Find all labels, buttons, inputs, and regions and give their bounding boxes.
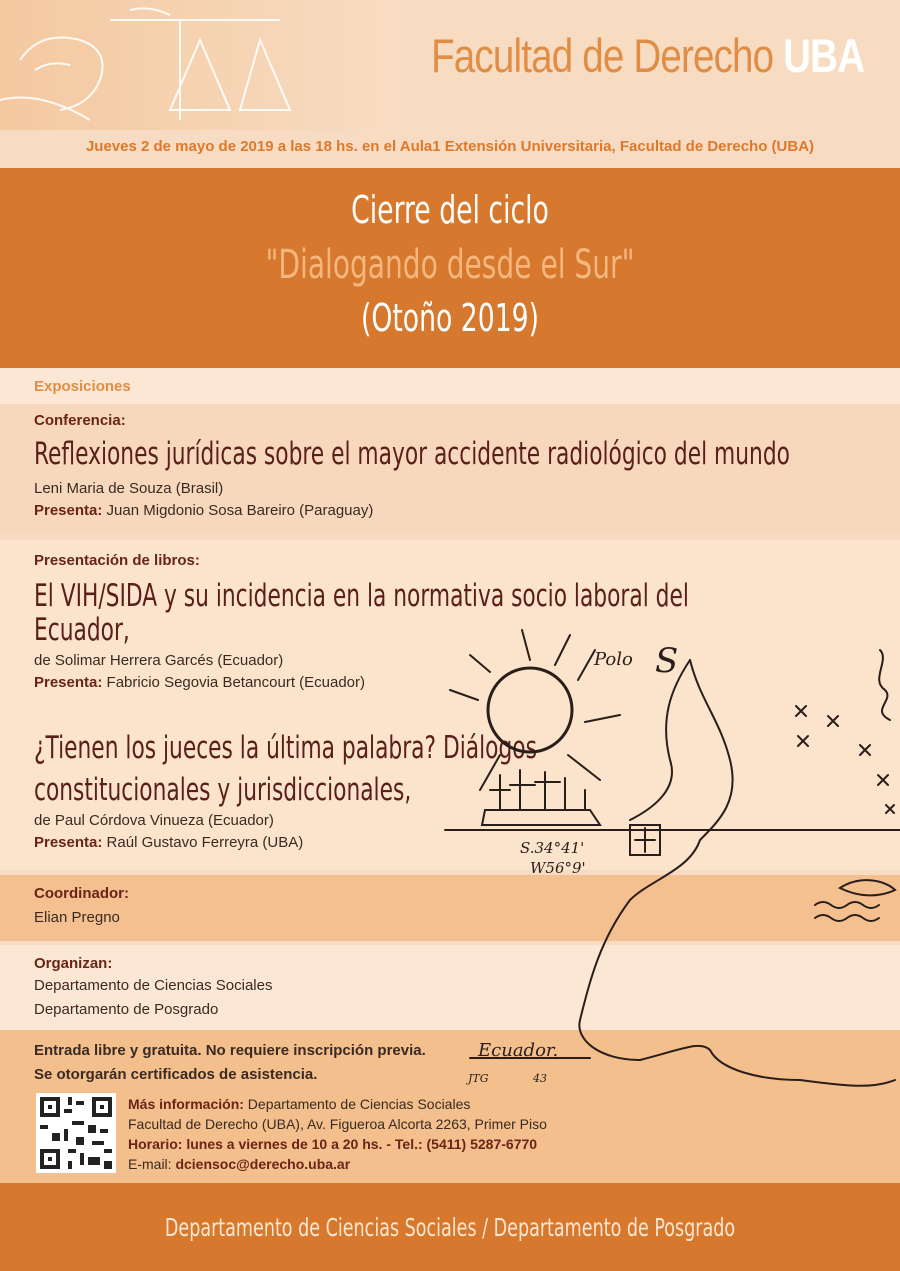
footer-band [0, 1183, 900, 1271]
conferencia-presenta: Juan Migdonio Sosa Bareiro (Paraguay) [106, 502, 374, 519]
presenta-label: Presenta: [34, 674, 103, 691]
book1-author: de Solimar Herrera Garcés (Ecuador) [34, 652, 284, 669]
presenta-label: Presenta: [34, 834, 103, 851]
exposiciones-label: Exposiciones [34, 378, 131, 395]
book1-title-line1: El VIH/SIDA y su incidencia en la normativa socio laboral del [34, 578, 689, 614]
header-area [0, 0, 900, 130]
mas-info-value: Departamento de Ciencias Sociales [247, 1096, 471, 1112]
organizan-item-1: Departamento de Ciencias Sociales [34, 977, 273, 994]
sketch-jtg: JTG [468, 1072, 489, 1085]
event-date-line: Jueves 2 de mayo de 2019 a las 18 hs. en el Aula1 Extensión Universitaria, Facultad de Derecho (UBA) [85, 138, 815, 155]
sketch-polo: Polo [594, 649, 633, 670]
sketch-ecuador: Ecuador. [478, 1040, 559, 1061]
organizan-section [0, 945, 900, 1030]
email-label: E-mail: [128, 1156, 172, 1172]
sketch-coord2: W56°9' [530, 859, 586, 877]
libros-section [0, 540, 900, 870]
address: Facultad de Derecho (UBA), Av. Figueroa Alcorta 2263, Primer Piso [128, 1116, 547, 1132]
book2-author: de Paul Córdova Vinueza (Ecuador) [34, 812, 274, 829]
justice-sketch-illustration [0, 0, 320, 130]
book1-title-line2: Ecuador, [34, 612, 130, 648]
book2-presenta: Raúl Gustavo Ferreyra (UBA) [106, 834, 304, 851]
conferencia-section [0, 404, 900, 534]
sketch-s: S [655, 641, 679, 681]
faculty-name: Facultad de Derecho [430, 29, 774, 82]
horario: Horario: lunes a viernes de 10 a 20 hs. - Tel.: (5411) 5287-6770 [128, 1136, 538, 1152]
entrada-line1: Entrada libre y gratuita. No requiere inscripción previa. [34, 1042, 426, 1059]
organizan-item-2: Departamento de Posgrado [34, 1001, 219, 1018]
faculty-title [431, 28, 864, 83]
exposiciones-row [0, 368, 900, 404]
title-band [0, 168, 900, 368]
sketch-coord1: S.34°41' [520, 839, 585, 857]
info-section [0, 1030, 900, 1183]
mas-info-label: Más información: [128, 1096, 244, 1112]
book2-title-line2: constitucionales y jurisdiccionales, [34, 772, 412, 808]
coordinador-label: Coordinador: [34, 885, 129, 902]
book2-title-line1: ¿Tienen los jueces la última palabra? Diálogos [34, 730, 537, 766]
uba-brand: UBA [782, 29, 864, 82]
coordinador-name: Elian Pregno [34, 909, 120, 926]
conferencia-label: Conferencia: [34, 412, 126, 429]
band-title-line3: (Otoño 2019) [360, 296, 540, 340]
footer-departments: Departamento de Ciencias Sociales / Departamento de Posgrado [164, 1213, 736, 1242]
entrada-line2: Se otorgarán certificados de asistencia. [34, 1066, 318, 1083]
sketch-num: 43 [533, 1072, 547, 1085]
libros-label: Presentación de libros: [34, 552, 200, 569]
conferencia-author: Leni Maria de Souza (Brasil) [34, 480, 224, 497]
conferencia-title: Reflexiones jurídicas sobre el mayor accidente radiológico del mundo [34, 436, 790, 472]
coordinador-section [0, 875, 900, 941]
qr-code-image [36, 1093, 116, 1173]
book1-presenta: Fabricio Segovia Betancourt (Ecuador) [106, 674, 366, 691]
band-title-line2: "Dialogando desde el Sur" [265, 242, 635, 288]
presenta-label: Presenta: [34, 502, 103, 519]
organizan-label: Organizan: [34, 955, 113, 972]
band-title-line1: Cierre del ciclo [351, 188, 549, 232]
email-link[interactable]: dciensoc@derecho.uba.ar [175, 1156, 351, 1172]
qr-code[interactable] [36, 1093, 116, 1173]
